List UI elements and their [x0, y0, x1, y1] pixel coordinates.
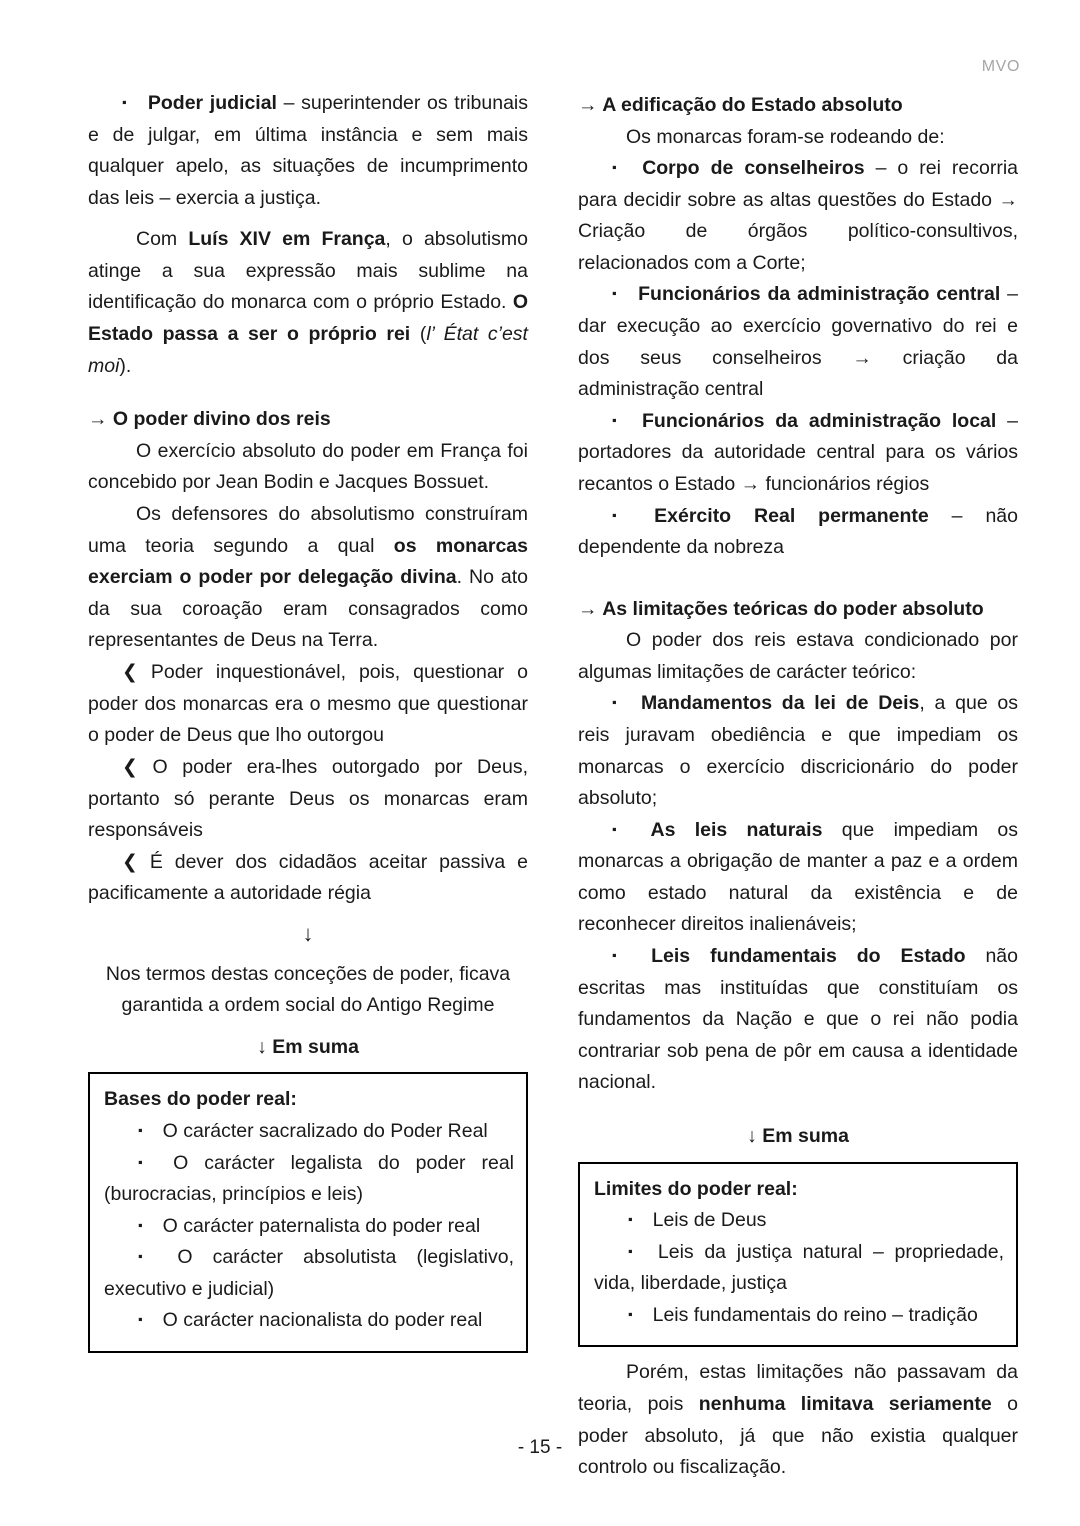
page-header-watermark: MVO — [981, 58, 1020, 75]
square-bullet-icon: ▪ — [612, 694, 621, 710]
bullet-mandamentos-lei — [578, 688, 1018, 814]
summary-box-bases-item — [104, 1305, 514, 1337]
arrow-right-icon: → — [578, 597, 598, 620]
estado-rei-bold: O Estado passa a ser o próprio rei — [88, 291, 528, 346]
letat-cest-moi-italic: l’ État c’est moi — [88, 323, 528, 377]
paragraph-exercicio-absoluto: O exercício absoluto do poder em França foi concebido por Jean Bodin e Jacques Bossuet. — [88, 439, 528, 494]
arrow-down-divider: ↓ — [302, 921, 314, 947]
summary-box-limites-item — [594, 1300, 1004, 1332]
summary-box-bases-item — [104, 1211, 514, 1243]
bullet-mandamentos-lei-text: , a que os reis juravam obediência e que impediam os monarcas o exercício discricionário do poder absoluto; — [578, 692, 1019, 810]
porem-bold: nenhuma limitava seriamente — [698, 1392, 992, 1415]
summary-box-limites-item-label: Leis de Deus — [652, 1209, 767, 1232]
porem-rest: o poder absoluto, já que não existia qualquer controlo ou fiscalização. — [578, 1392, 1018, 1479]
paragraph-poder-reis-condicionado: O poder dos reis estava condicionado por algumas limitações de carácter teórico: — [578, 629, 1018, 683]
chevron-bullet-icon: ❮ — [122, 851, 138, 873]
poder-judicial-bold-lead: Poder judicial — [147, 92, 277, 114]
defensores-rest: . No ato da sua coroação eram consagrados como representantes de Deus na Terra. — [88, 566, 528, 652]
left-column — [88, 88, 528, 1353]
bullet-leis-fundamentais-bold: Leis fundamentais do Estado — [651, 945, 966, 968]
bullet-admin-local — [578, 406, 1018, 501]
bullet-admin-central — [578, 279, 1018, 405]
square-bullet-icon: ▪ — [612, 412, 623, 428]
summary-box-limites-title: Limites do poder real: — [594, 1177, 798, 1200]
bullet-leis-naturais-bold: As leis naturais — [650, 818, 823, 841]
summary-box-bases-item-label: O carácter absolutista (legislativo, executivo e judicial) — [104, 1246, 515, 1300]
paren-close: ). — [119, 354, 132, 377]
poder-judicial-text: – superintender os tribunais e de julgar, em última instância e sem mais qualquer apelo, as situações de incumprimento das leis – exercia a justiça. — [88, 92, 528, 209]
chevron-item-1-label: Poder inquestionável, pois, questionar o poder dos monarcas era o mesmo que questionar o poder de Deus que lho outorgou — [88, 660, 528, 747]
heading-limitacoes-label: As limitações teóricas do poder absoluto — [602, 597, 984, 620]
em-suma-right-label: Em suma — [762, 1124, 849, 1147]
defensores-start: Os defensores do absolutismo construíram uma teoria segundo a qual — [88, 502, 528, 557]
square-bullet-icon: ▪ — [628, 1243, 638, 1259]
page-number: - 15 - — [517, 1437, 563, 1458]
bullet-leis-fundamentais — [578, 941, 1018, 1099]
bullet-admin-local-text: – portadores da autoridade central para os vários recantos o Estado → funcionários régios — [578, 409, 1018, 495]
paragraph-luis-xiv — [88, 224, 528, 382]
summary-box-bases-title: Bases do poder real: — [104, 1088, 297, 1111]
chevron-item-2-label: O poder era-lhes outorgado por Deus, portanto só perante Deus os monarcas eram responsáveis — [88, 755, 528, 842]
bullet-exercito-real-text: – não dependente da nobreza — [578, 504, 1018, 559]
square-bullet-icon: ▪ — [628, 1211, 633, 1227]
arrow-right-icon: → — [578, 94, 598, 116]
square-bullet-icon: ▪ — [612, 159, 623, 175]
summary-box-bases — [88, 1072, 528, 1353]
bullet-admin-local-bold: Funcionários da administração local — [642, 409, 997, 432]
right-column — [578, 88, 1018, 1484]
summary-box-limites — [578, 1162, 1018, 1348]
summary-box-bases-item-label: O carácter paternalista do poder real — [162, 1214, 481, 1237]
bullet-leis-naturais-text: que impediam os monarcas a obrigação de manter a paz e a ordem como estado natural da existência e de reconhecer direitos inalienáveis; — [578, 818, 1018, 936]
square-bullet-icon: ▪ — [628, 1306, 633, 1322]
bullet-corpo-conselheiros — [578, 153, 1018, 279]
paragraph-conclusion: Nos termos destas conceções de poder, ficava garantida a ordem social do Antigo Regime — [105, 962, 511, 1017]
bullet-leis-naturais — [578, 815, 1018, 941]
summary-box-bases-item-label: O carácter nacionalista do poder real — [162, 1309, 483, 1332]
porem-start: Porém, estas limitações não passavam da teoria, pois — [578, 1361, 1018, 1415]
chevron-item-1 — [88, 657, 528, 752]
summary-box-limites-item-label: Leis fundamentais do reino – tradição — [652, 1303, 978, 1326]
chevron-bullet-icon: ❮ — [122, 756, 138, 778]
summary-box-limites-item — [594, 1205, 1004, 1237]
bullet-mandamentos-lei-bold: Mandamentos da lei de Deis — [640, 692, 920, 715]
luis-xiv-bold: Luís XIV em França — [188, 228, 386, 251]
bullet-leis-fundamentais-text: não escritas mas instituídas que constituíam os fundamentos da Nação e que o rei não podia contrariar sob pena de pôr em causa a identidade nacional. — [578, 945, 1018, 1094]
chevron-item-3 — [88, 847, 528, 910]
heading-edificacao — [578, 90, 1018, 122]
arrow-down-icon: ↓ — [257, 1035, 267, 1058]
luis-xiv-mid: , o absolutismo atinge a sua expressão mais sublime na identificação do monarca com o próprio Estado. — [88, 228, 529, 314]
em-suma-left-label: Em suma — [272, 1035, 359, 1058]
square-bullet-icon: ▪ — [122, 94, 128, 110]
bullet-admin-central-bold: Funcionários da administração central — [638, 283, 1001, 306]
bullet-corpo-conselheiros-text: – o rei recorria para decidir sobre as altas questões do Estado → Criação de órgãos político-consultivos, relacionados com a Corte; — [578, 157, 1018, 274]
summary-box-limites-item-label: Leis da justiça natural – propriedade, vida, liberdade, justiça — [594, 1240, 1004, 1295]
square-bullet-icon: ▪ — [138, 1122, 143, 1138]
summary-box-bases-item — [104, 1116, 514, 1148]
square-bullet-icon: ▪ — [138, 1217, 143, 1233]
paren-open: ( — [410, 323, 427, 346]
em-suma-right — [578, 1121, 1018, 1153]
luis-xiv-start: Com — [136, 228, 189, 251]
two-column-body — [88, 88, 1018, 1484]
em-suma-left — [88, 1032, 528, 1064]
paragraph-porem — [578, 1357, 1018, 1483]
summary-box-bases-item-label: O carácter sacralizado do Poder Real — [162, 1119, 488, 1142]
summary-box-limites-item — [594, 1237, 1004, 1300]
paragraph-monarcas-rodeando: Os monarcas foram-se rodeando de: — [626, 125, 945, 148]
heading-edificacao-label: A edificação do Estado absoluto — [602, 94, 903, 116]
square-bullet-icon: ▪ — [138, 1154, 154, 1169]
heading-poder-divino — [88, 404, 528, 436]
heading-poder-divino-label: O poder divino dos reis — [112, 408, 331, 431]
summary-box-bases-item — [104, 1242, 514, 1305]
heading-limitacoes — [578, 594, 1018, 626]
arrow-right-icon: → — [88, 408, 108, 431]
chevron-item-3-label: É dever dos cidadãos aceitar passiva e pacificamente a autoridade régia — [88, 850, 529, 905]
square-bullet-icon: ▪ — [612, 507, 635, 523]
square-bullet-icon: ▪ — [612, 821, 631, 837]
square-bullet-icon: ▪ — [612, 947, 632, 963]
summary-box-bases-item-label: O carácter legalista do poder real (burocracias, princípios e leis) — [104, 1151, 514, 1206]
square-bullet-icon: ▪ — [138, 1311, 143, 1327]
arrow-down-icon: ↓ — [747, 1124, 757, 1147]
chevron-bullet-icon: ❮ — [122, 661, 138, 683]
bullet-exercito-real — [578, 501, 1018, 564]
summary-box-bases-item — [104, 1148, 514, 1211]
bullet-corpo-conselheiros-bold: Corpo de conselheiros — [642, 157, 865, 180]
bullet-exercito-real-bold: Exército Real permanente — [654, 504, 929, 527]
bullet-admin-central-text: – dar execução ao exercício governativo do rei e dos seus conselheiros → criação da administração central — [578, 283, 1019, 401]
paragraph-defensores — [88, 499, 528, 657]
chevron-item-2 — [88, 752, 528, 847]
delegacao-divina-bold: os monarcas exerciam o poder por delegação divina — [88, 534, 528, 589]
paragraph-poder-judicial — [88, 88, 528, 214]
square-bullet-icon: ▪ — [138, 1248, 158, 1264]
square-bullet-icon: ▪ — [612, 285, 619, 301]
